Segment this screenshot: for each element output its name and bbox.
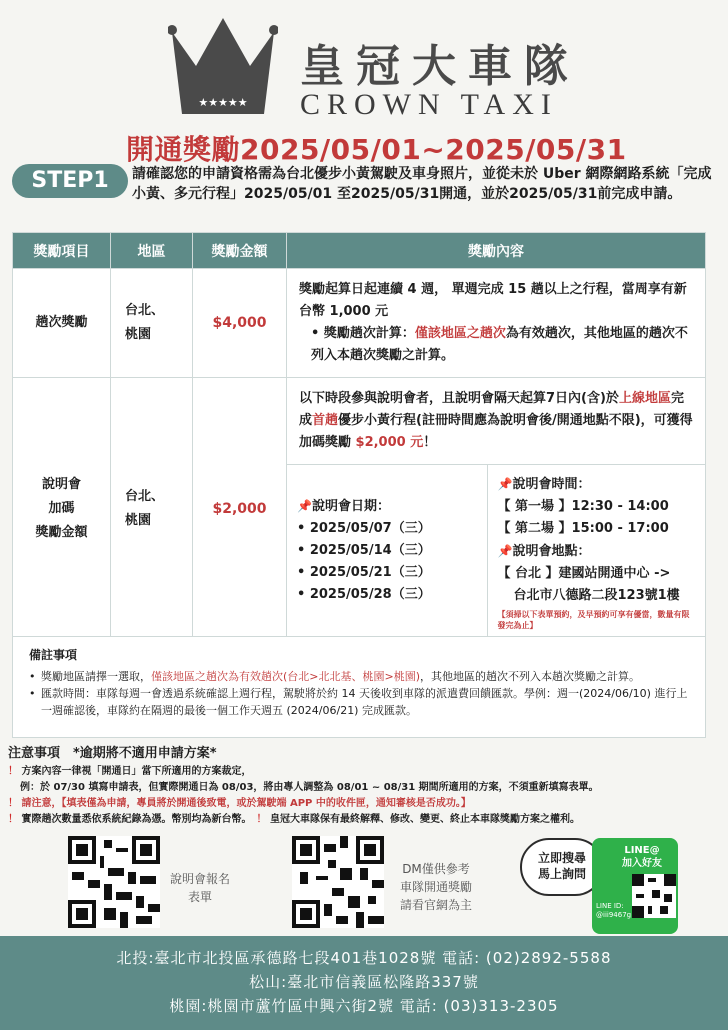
place-note: 【須掃以下表單預約，及早預約可享有優當，數量有限發完為止】 — [497, 610, 690, 630]
step-badge: STEP1 — [12, 164, 128, 198]
meeting-time-place: 📌說明會時間： 【 第一場 】12:30 - 14:00 【 第二場 】15:00 - 17:00 📌說明會地點： 【 台北 】建國站開通中心 -> 台北市八德路二段123號1樓 【須掃以下表單預約，及早預約可享有優當，數量有限發完為止】 — [487, 465, 705, 639]
header — [0, 0, 728, 128]
header-amount: 獎勵金額 — [193, 233, 287, 269]
row2-item: 說明會 加碼 獎勵金額 — [13, 378, 111, 640]
signup-qr-label: 說明會報名 表單 — [169, 872, 230, 904]
row2-amount: $2,000 — [193, 378, 287, 640]
signup-qr-code-icon[interactable] — [68, 836, 160, 928]
footer-line: 桃園:桃園市蘆竹區中興六街2號 電話: (03)313-2305 — [169, 997, 559, 1015]
date-item: • 2025/05/07（三） — [297, 521, 431, 536]
row2-area: 台北、 桃園 — [111, 378, 193, 640]
attention-line: ！ 方案內容一律視「開通日」當下所適用的方案裁定， — [8, 766, 252, 777]
pin-icon: 📌 — [297, 499, 312, 513]
crown-stars: ★★★★★ — [198, 96, 248, 109]
line-qr-code-icon[interactable] — [632, 874, 676, 918]
header-item: 獎勵項目 — [13, 233, 111, 269]
pin-icon: 📌 — [497, 477, 513, 491]
table-row — [13, 378, 706, 465]
row2-schedule — [287, 465, 706, 640]
note-item: • 獎勵地區請擇一選取，僅該地區之趟次為有效趟次(台北>北北基、桃園>桃園)，其他地區的趟次不列入本趟次獎勵之計算。 — [29, 668, 689, 685]
row1-item: 趟次獎勵 — [13, 269, 111, 378]
footer-line: 松山:臺北市信義區松隆路337號 — [249, 973, 479, 991]
footer-line: 北投:臺北市北投區承德路七段401巷1028號 電話: (02)2892-5588 — [116, 949, 612, 967]
pin-icon: 📌 — [497, 544, 513, 558]
official-qr-label: DM僅供參考 車隊開通獎勵 請看官網為主 — [399, 862, 472, 912]
reward-table — [12, 232, 706, 640]
attention-line: ！ 實際趟次數量悉依系統紀錄為憑。幣別均為新台幣。 ！ 皇冠大車隊保有最終解釋、修改、變更、終止本車隊獎勵方案之權利。 — [8, 814, 580, 825]
row1-area: 台北、 桃園 — [111, 269, 193, 378]
brand-name-en: CROWN TAXI — [300, 88, 558, 121]
notes-box — [12, 636, 706, 738]
row1-description — [287, 269, 706, 378]
date-item: • 2025/05/14（三） — [297, 543, 431, 558]
step-description: 請確認您的申請資格需為台北優步小黃駕駛及車身照片，並從未於 Uber 網際網路系統「完成小黃、多元行程」2025/05/01 至2025/05/31開通，並於2025/05/31前完成申請。 — [132, 166, 712, 202]
brand-name-zh: 皇冠大車隊 — [300, 41, 580, 92]
search-bubble: 立即搜尋 馬上詢問 — [520, 838, 604, 896]
table-header-row — [13, 233, 706, 269]
place-item: 台北市八德路二段123號1樓 — [513, 588, 680, 603]
footer-addresses — [0, 936, 728, 1030]
promotion-period-title: 開通獎勵2025/05/01~2025/05/31 — [126, 133, 627, 166]
table-row — [13, 269, 706, 378]
row2-description: 以下時段參與說明會者，且說明會隔天起算7日內(含)於上線地區完成首趟優步小黃行程(註冊時間應為說明會後/開通地點不限)，可獲得加碼獎勵 $2,000 元！ — [287, 378, 706, 465]
time-item: 【 第二場 】15:00 - 17:00 — [497, 521, 669, 536]
row1-amount: $4,000 — [193, 269, 287, 378]
row1-desc-main: 獎勵起算日起連續 4 週， 單週完成 15 趟以上之行程，當周享有新台幣 1,000 元 — [299, 282, 687, 319]
date-item: • 2025/05/21（三） — [297, 565, 431, 580]
attention-line: ！ 請注意，【填表僅為申請，專員將於開通後致電，或於駕駛端 APP 中的收件匣，通知審核是否成功。】 — [8, 798, 471, 809]
official-qr-code-icon[interactable] — [292, 836, 384, 928]
note-item: • 匯款時間：車隊每週一會透過系統確認上週行程，駕駛將於約 14 天後收到車隊的派遣費回饋匯款。學例：週一(2024/06/10) 進行上一週確認後，車隊約在隔週的最後一個工作天週五 (2024/06/21) 完成匯款。 — [29, 685, 689, 719]
attention-line: 例：於 07/30 填寫申請表，但實際開通日為 08/03，將由專人調整為 08/01 ~ 08/31 期間所適用的方案，不須重新填寫表單。 — [20, 782, 599, 793]
line-add-friend[interactable] — [592, 838, 678, 934]
line-title: LINE@ 加入好友 — [622, 845, 662, 869]
header-area: 地區 — [111, 233, 193, 269]
date-item: • 2025/05/28（三） — [297, 587, 431, 602]
time-item: 【 第一場 】12:30 - 14:00 — [497, 499, 669, 514]
attention-section — [8, 746, 720, 828]
attention-title: 注意事項 *逾期將不適用申請方案* — [8, 746, 217, 761]
place-item: 【 台北 】建國站開通中心 -> — [497, 566, 671, 581]
notes-title: 備註事項 — [29, 648, 78, 662]
crown-logo-icon — [168, 14, 278, 122]
meeting-dates: 📌說明會日期： • 2025/05/07（三） • 2025/05/14（三） • 2025/05/21（三） • 2025/05/28（三） — [287, 465, 487, 639]
header-content: 獎勵內容 — [287, 233, 706, 269]
row1-desc-bullet: • 獎勵趟次計算：僅該地區之趟次為有效趟次，其他地區的趟次不列入本趟次獎勵之計算。 — [311, 326, 688, 363]
line-id: LINE ID: @iii9467g — [596, 902, 632, 919]
